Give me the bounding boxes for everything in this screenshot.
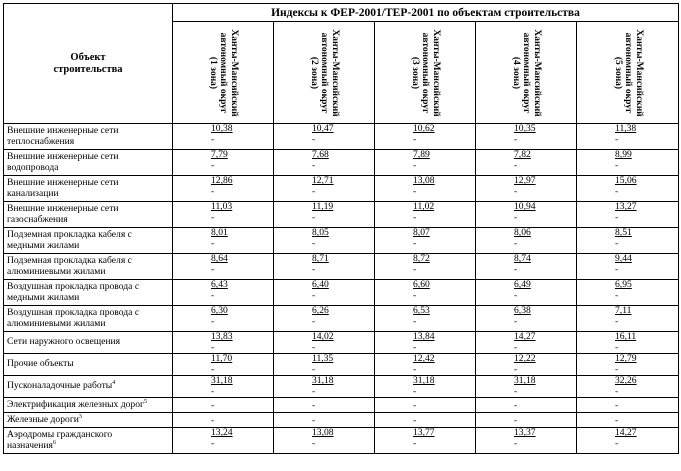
index-value: 12,79 xyxy=(615,353,637,364)
index-value-cell: - xyxy=(577,398,679,413)
index-sub-value: - xyxy=(211,263,215,275)
index-value-cell xyxy=(274,280,375,306)
index-value: 13,84 xyxy=(413,331,435,342)
object-name-line: теплоснабжения xyxy=(7,135,75,147)
index-sub-value: - xyxy=(211,437,215,449)
index-sub-value: - xyxy=(615,211,619,223)
index-value: 11,02 xyxy=(413,201,435,212)
index-value: 14,27 xyxy=(514,331,536,342)
index-value: 10,38 xyxy=(211,123,233,134)
index-sub-value: - xyxy=(615,385,619,397)
object-name-cell xyxy=(4,428,173,454)
index-value-cell: - xyxy=(173,398,274,413)
index-sub-value: - xyxy=(211,133,215,145)
index-value-cell xyxy=(274,124,375,150)
index-sub-value: - xyxy=(615,159,619,171)
index-sub-value: - xyxy=(312,211,316,223)
object-name-line: водопровода xyxy=(7,161,59,173)
index-sub-value: - xyxy=(312,263,316,275)
object-header-line-1: Объект xyxy=(70,51,106,63)
index-value: 14,27 xyxy=(615,427,637,438)
table-row xyxy=(4,332,679,354)
index-value: 8,05 xyxy=(312,227,329,238)
index-value-cell xyxy=(476,376,577,398)
index-value: 8,07 xyxy=(413,227,430,238)
index-value: 6,40 xyxy=(312,279,329,290)
index-sub-value: - xyxy=(514,185,518,197)
index-sub-value: - xyxy=(413,363,417,375)
zone-header-line: автономный округ xyxy=(420,32,431,113)
object-name-cell xyxy=(4,254,173,280)
index-value-cell xyxy=(375,176,476,202)
index-value-cell xyxy=(173,376,274,398)
index-value: 11,38 xyxy=(615,123,637,134)
index-sub-value: - xyxy=(413,133,417,145)
index-value-cell: - xyxy=(375,398,476,413)
index-value: 6,43 xyxy=(211,279,228,290)
index-value: 13,27 xyxy=(615,201,637,212)
index-value-cell xyxy=(577,376,679,398)
index-value-cell xyxy=(577,202,679,228)
index-value-cell xyxy=(274,254,375,280)
zone-header-line: (1 зона) xyxy=(207,56,218,89)
index-value: 8,71 xyxy=(312,253,329,264)
index-sub-value: - xyxy=(413,159,417,171)
index-sub-value: - xyxy=(514,363,518,375)
table-row xyxy=(4,398,679,413)
zone-header-line: автономный округ xyxy=(622,32,633,113)
footnote-marker: 6 xyxy=(52,439,56,446)
index-sub-value: - xyxy=(615,315,619,327)
object-name-cell xyxy=(4,376,173,398)
index-value-cell xyxy=(173,332,274,354)
index-value: 8,51 xyxy=(615,227,632,238)
index-value-cell xyxy=(476,202,577,228)
index-value: 32,26 xyxy=(615,375,637,386)
object-name-line: Сети наружного освещения xyxy=(7,336,121,348)
index-value: 13,37 xyxy=(514,427,536,438)
index-sub-value: - xyxy=(514,263,518,275)
index-value: 13,77 xyxy=(413,427,435,438)
object-name-line: Прочие объекты xyxy=(7,358,74,370)
index-value: 7,82 xyxy=(514,149,531,160)
table-row xyxy=(4,413,679,428)
index-value: 7,68 xyxy=(312,149,329,160)
index-value: 13,08 xyxy=(413,175,435,186)
index-value-cell xyxy=(274,150,375,176)
index-value: 7,79 xyxy=(211,149,228,160)
object-name-line: Воздушная прокладка провода с xyxy=(7,307,140,318)
index-value: 6,38 xyxy=(514,305,531,316)
index-value-cell xyxy=(577,150,679,176)
table-row xyxy=(4,254,679,280)
object-name-line: Внешние инженерные сети xyxy=(7,125,119,136)
index-value: 11,03 xyxy=(211,201,233,212)
table-row xyxy=(4,376,679,398)
index-sub-value: - xyxy=(211,363,215,375)
index-value-cell xyxy=(274,202,375,228)
object-name-line: Внешние инженерные сети xyxy=(7,177,119,188)
index-value-cell xyxy=(476,228,577,254)
table-row xyxy=(4,176,679,202)
index-value-cell xyxy=(375,428,476,454)
zone-header-1 xyxy=(173,22,274,124)
index-sub-value: - xyxy=(312,289,316,301)
index-sub-value: - xyxy=(514,159,518,171)
index-value-cell: - xyxy=(375,413,476,428)
object-name-line: Внешние инженерные сети xyxy=(7,203,119,214)
index-sub-value: - xyxy=(413,185,417,197)
index-value: 6,95 xyxy=(615,279,632,290)
index-value-cell xyxy=(577,280,679,306)
index-value-cell: - xyxy=(173,413,274,428)
index-value: 16,11 xyxy=(615,331,637,342)
index-sub-value: - xyxy=(615,289,619,301)
index-sub-value: - xyxy=(413,289,417,301)
index-sub-value: - xyxy=(615,237,619,249)
index-value: 10,94 xyxy=(514,201,536,212)
index-value: 13,83 xyxy=(211,331,233,342)
index-sub-value: - xyxy=(514,341,518,353)
index-sub-value: - xyxy=(211,289,215,301)
index-value-cell xyxy=(476,124,577,150)
zone-header-line: (2 зона) xyxy=(308,56,319,89)
index-value-cell xyxy=(476,150,577,176)
index-value-cell xyxy=(577,176,679,202)
index-sub-value: - xyxy=(615,185,619,197)
index-sub-value: - xyxy=(211,315,215,327)
index-value: 6,53 xyxy=(413,305,430,316)
object-name-line: Воздушная прокладка провода с xyxy=(7,281,140,292)
table-row xyxy=(4,228,679,254)
zone-header-line: Ханты-Мансийский xyxy=(228,28,239,117)
index-sub-value: - xyxy=(615,341,619,353)
index-sub-value: - xyxy=(211,237,215,249)
index-value-cell: - xyxy=(577,413,679,428)
index-value-cell xyxy=(375,254,476,280)
index-value: 12,97 xyxy=(514,175,536,186)
footnote-marker: 3 xyxy=(78,413,82,420)
index-value: 10,35 xyxy=(514,123,536,134)
object-name-line: Внешние инженерные сети xyxy=(7,151,119,162)
index-value-cell xyxy=(577,124,679,150)
index-value-cell xyxy=(577,332,679,354)
table-row xyxy=(4,354,679,376)
index-value: 12,42 xyxy=(413,353,435,364)
object-name-line: Железные дороги xyxy=(7,413,79,425)
zone-header-3 xyxy=(375,22,476,124)
index-value-cell xyxy=(173,354,274,376)
zone-header-line: автономный округ xyxy=(521,32,532,113)
object-name-line: Электрификация железных дорог xyxy=(7,398,144,410)
index-sub-value: - xyxy=(211,185,215,197)
object-name-line: канализации xyxy=(7,187,59,199)
object-name-line: Аэродромы гражданского xyxy=(7,429,113,440)
index-value-cell xyxy=(173,228,274,254)
table-row xyxy=(4,124,679,150)
index-sub-value: - xyxy=(312,363,316,375)
index-value-cell xyxy=(173,150,274,176)
object-name-line: Подземная прокладка кабеля с xyxy=(7,255,132,266)
index-value: 10,62 xyxy=(413,123,435,134)
index-value-cell xyxy=(375,202,476,228)
index-value-cell xyxy=(173,124,274,150)
object-name-line: алюминиевыми жилами xyxy=(7,265,106,277)
index-sub-value: - xyxy=(312,341,316,353)
index-value-cell xyxy=(476,176,577,202)
index-value-cell xyxy=(375,150,476,176)
index-value: 12,22 xyxy=(514,353,536,364)
index-sub-value: - xyxy=(312,437,316,449)
index-value-cell xyxy=(375,228,476,254)
index-value-cell xyxy=(375,376,476,398)
index-value: 6,49 xyxy=(514,279,531,290)
index-sub-value: - xyxy=(615,437,619,449)
index-value: 11,70 xyxy=(211,353,233,364)
index-value: 8,72 xyxy=(413,253,430,264)
object-name-line: Пусконаладочные работы xyxy=(7,380,113,392)
index-sub-value: - xyxy=(514,289,518,301)
index-value: 11,35 xyxy=(312,353,334,364)
index-sub-value: - xyxy=(514,237,518,249)
index-value-cell xyxy=(476,280,577,306)
object-name-cell xyxy=(4,332,173,354)
index-sub-value: - xyxy=(312,237,316,249)
index-value-cell xyxy=(577,354,679,376)
index-sub-value: - xyxy=(413,237,417,249)
index-value-cell xyxy=(173,176,274,202)
index-value-cell xyxy=(173,202,274,228)
index-table xyxy=(3,3,679,454)
index-value-cell xyxy=(577,428,679,454)
object-name-line: медными жилами xyxy=(7,291,80,303)
index-value-cell xyxy=(375,306,476,332)
index-value-cell: - xyxy=(274,398,375,413)
zone-header-line: (5 зона) xyxy=(612,56,623,89)
index-sub-value: - xyxy=(211,211,215,223)
object-name-line: газоснабжения xyxy=(7,213,68,225)
object-name-cell xyxy=(4,280,173,306)
zone-header-line: Ханты-Мансийский xyxy=(430,28,441,117)
index-sub-value: - xyxy=(312,315,316,327)
index-value-cell xyxy=(375,332,476,354)
index-value-cell xyxy=(274,228,375,254)
index-value-cell xyxy=(274,428,375,454)
object-name-cell xyxy=(4,228,173,254)
index-value-cell xyxy=(274,376,375,398)
index-value: 15,06 xyxy=(615,175,637,186)
zone-header-line: (4 зона) xyxy=(510,56,521,89)
index-value-cell xyxy=(375,124,476,150)
index-value: 31,18 xyxy=(211,375,233,386)
index-value: 31,18 xyxy=(413,375,435,386)
zone-header-line: автономный округ xyxy=(218,32,229,113)
index-value-cell xyxy=(577,228,679,254)
index-sub-value: - xyxy=(413,263,417,275)
index-value-cell xyxy=(173,428,274,454)
zone-header-2 xyxy=(274,22,375,124)
index-value: 9,44 xyxy=(615,253,632,264)
object-column-header xyxy=(4,4,173,124)
index-value: 7,11 xyxy=(615,305,632,316)
zone-header-line: Ханты-Мансийский xyxy=(531,28,542,117)
index-value-cell xyxy=(274,176,375,202)
index-sub-value: - xyxy=(413,211,417,223)
index-sub-value: - xyxy=(514,385,518,397)
index-value: 31,18 xyxy=(312,375,334,386)
zone-header-line: Ханты-Мансийский xyxy=(329,28,340,117)
index-sub-value: - xyxy=(615,263,619,275)
index-value-cell xyxy=(476,254,577,280)
index-value: 8,99 xyxy=(615,149,632,160)
object-name-cell xyxy=(4,354,173,376)
index-sub-value: - xyxy=(514,315,518,327)
index-value-cell: - xyxy=(274,413,375,428)
table-row xyxy=(4,150,679,176)
table-row xyxy=(4,428,679,454)
index-value-cell xyxy=(476,332,577,354)
index-value: 13,24 xyxy=(211,427,233,438)
index-sub-value: - xyxy=(211,159,215,171)
table-row xyxy=(4,306,679,332)
index-value: 10,47 xyxy=(312,123,334,134)
index-value: 6,60 xyxy=(413,279,430,290)
index-sub-value: - xyxy=(312,385,316,397)
index-sub-value: - xyxy=(514,211,518,223)
index-value: 8,64 xyxy=(211,253,228,264)
object-name-line: назначения xyxy=(7,439,53,451)
index-value: 7,89 xyxy=(413,149,430,160)
table-row xyxy=(4,202,679,228)
object-name-cell xyxy=(4,413,173,428)
index-value-cell xyxy=(577,306,679,332)
object-header-line-2: строительства xyxy=(53,63,123,75)
index-sub-value: - xyxy=(312,159,316,171)
zone-header-4 xyxy=(476,22,577,124)
index-value-cell: - xyxy=(476,398,577,413)
zone-header-line: Ханты-Мансийский xyxy=(633,28,644,117)
index-value-cell xyxy=(274,306,375,332)
index-value: 8,06 xyxy=(514,227,531,238)
index-value-cell: - xyxy=(476,413,577,428)
index-sub-value: - xyxy=(413,437,417,449)
object-name-line: медными жилами xyxy=(7,239,80,251)
index-sub-value: - xyxy=(514,133,518,145)
index-sub-value: - xyxy=(615,363,619,375)
object-name-cell xyxy=(4,398,173,413)
index-value-cell xyxy=(375,354,476,376)
zone-header-5 xyxy=(577,22,679,124)
index-value: 31,18 xyxy=(514,375,536,386)
footnote-marker: 5 xyxy=(143,398,147,405)
index-value: 6,26 xyxy=(312,305,329,316)
index-sub-value: - xyxy=(413,385,417,397)
index-value-cell xyxy=(577,254,679,280)
index-sub-value: - xyxy=(211,385,215,397)
index-value-cell xyxy=(173,280,274,306)
index-value-cell xyxy=(274,354,375,376)
index-sub-value: - xyxy=(312,133,316,145)
object-name-cell xyxy=(4,306,173,332)
index-value-cell xyxy=(274,332,375,354)
zone-header-line: (3 зона) xyxy=(409,56,420,89)
index-value: 12,71 xyxy=(312,175,334,186)
index-value: 11,19 xyxy=(312,201,334,212)
object-name-line: Подземная прокладка кабеля с xyxy=(7,229,132,240)
index-value-cell xyxy=(173,254,274,280)
index-value-cell xyxy=(173,306,274,332)
object-name-cell xyxy=(4,202,173,228)
index-value: 8,01 xyxy=(211,227,228,238)
footnote-marker: 4 xyxy=(112,380,116,387)
index-sub-value: - xyxy=(312,185,316,197)
index-value: 14,02 xyxy=(312,331,334,342)
object-name-cell xyxy=(4,176,173,202)
index-value: 6,30 xyxy=(211,305,228,316)
index-sub-value: - xyxy=(413,315,417,327)
index-sub-value: - xyxy=(413,341,417,353)
table-title: Индексы к ФЕР-2001/ТЕР-2001 по объектам строительства xyxy=(173,4,679,22)
object-name-line: алюминиевыми жилами xyxy=(7,317,106,329)
index-value-cell xyxy=(375,280,476,306)
index-value-cell xyxy=(476,306,577,332)
object-name-cell xyxy=(4,150,173,176)
index-value: 8,74 xyxy=(514,253,531,264)
index-value-cell xyxy=(476,354,577,376)
index-sub-value: - xyxy=(514,437,518,449)
index-value: 13,08 xyxy=(312,427,334,438)
zone-header-line: автономный округ xyxy=(319,32,330,113)
index-value-cell xyxy=(476,428,577,454)
index-sub-value: - xyxy=(615,133,619,145)
table-row xyxy=(4,280,679,306)
object-name-cell xyxy=(4,124,173,150)
index-sub-value: - xyxy=(211,341,215,353)
index-value: 12,86 xyxy=(211,175,233,186)
